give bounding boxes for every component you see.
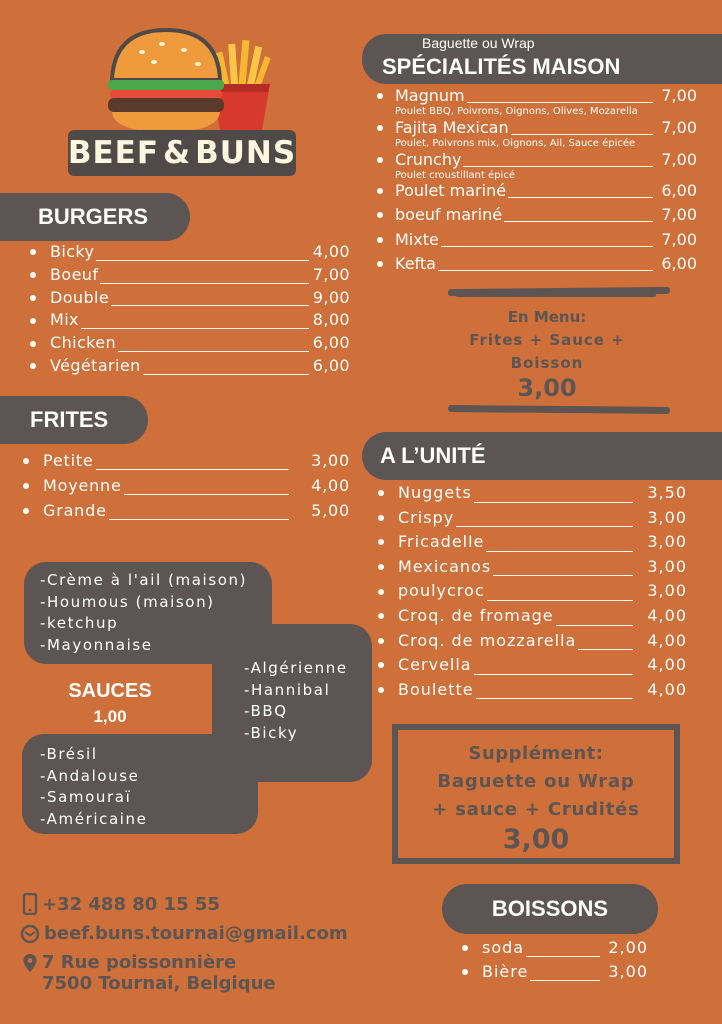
email-icon xyxy=(20,924,40,944)
bullet-icon xyxy=(378,564,384,570)
list-item xyxy=(23,498,350,523)
item-name: Bière xyxy=(482,962,529,981)
boissons-list xyxy=(462,936,648,984)
brand-logo xyxy=(62,22,302,182)
item-name: Cervella xyxy=(398,655,472,675)
item-description: Poulet, Poivrons mix, Oignons, Ail, Sauce épicée xyxy=(395,138,636,149)
list-item xyxy=(462,936,648,960)
leader-line xyxy=(100,283,308,284)
list-item xyxy=(378,506,687,531)
leader-line xyxy=(96,260,308,261)
item-name: Bicky xyxy=(50,242,95,261)
sauce-item: -Crème à l'ail (maison) xyxy=(40,571,248,589)
leader-line xyxy=(493,575,633,576)
bullet-icon xyxy=(378,490,384,496)
burgers-list xyxy=(30,241,350,378)
leader-line xyxy=(508,197,653,198)
frites-title: FRITES xyxy=(30,407,109,432)
specialites-subtitle: Baguette ou Wrap xyxy=(422,35,535,51)
leader-line xyxy=(109,519,289,520)
item-name: Mexicanos xyxy=(398,556,492,576)
leader-line xyxy=(504,221,653,222)
list-item xyxy=(30,264,350,287)
sauce-item: -Houmous (maison) xyxy=(40,592,215,611)
list-item xyxy=(377,150,697,170)
boissons-heading xyxy=(442,884,658,934)
burger-fries-icon xyxy=(62,22,302,142)
item-price: 4,00 xyxy=(312,242,350,261)
item-name: Fricadelle xyxy=(398,532,485,552)
item-price: 3,00 xyxy=(311,451,350,470)
brush-stroke-bottom xyxy=(448,405,670,414)
bullet-icon xyxy=(30,341,36,347)
item-price: 7,00 xyxy=(661,86,697,105)
brush-stroke-top-2 xyxy=(456,294,656,297)
item-name: Poulet mariné xyxy=(395,181,507,200)
bullet-icon xyxy=(377,237,383,243)
item-price: 6,00 xyxy=(312,333,350,353)
burgers-title: BURGERS xyxy=(38,204,149,229)
item-name: Fajita Mexican xyxy=(395,118,509,137)
list-item xyxy=(30,332,350,355)
phone-number: +32 488 80 15 55 xyxy=(42,893,220,915)
contact-address xyxy=(22,952,276,994)
list-item xyxy=(378,555,687,580)
supplement-line2: Baguette ou Wrap xyxy=(437,771,635,792)
bullet-icon xyxy=(378,638,384,644)
sauce-item: -ketchup xyxy=(40,614,119,633)
list-item xyxy=(30,287,350,310)
leader-line xyxy=(467,102,654,103)
item-price: 4,00 xyxy=(647,679,687,699)
list-item xyxy=(378,530,687,555)
item-name: Grande xyxy=(43,501,107,520)
item-price: 6,00 xyxy=(661,181,697,200)
sauces-title: SAUCES xyxy=(68,680,152,702)
item-price: 4,00 xyxy=(311,476,350,495)
bullet-icon xyxy=(462,945,468,951)
en-menu-line2: Frites + Sauce + xyxy=(469,331,625,349)
item-name: Magnum xyxy=(395,86,465,105)
sauce-item: -Mayonnaise xyxy=(40,635,153,654)
item-name: Chicken xyxy=(50,333,117,353)
item-price: 3,00 xyxy=(647,507,687,527)
leader-line xyxy=(474,502,634,503)
sauces-group-1 xyxy=(40,570,247,656)
list-item xyxy=(378,579,687,604)
item-name: Double xyxy=(50,287,110,307)
contact-email[interactable] xyxy=(20,923,348,944)
item-price: 3,00 xyxy=(647,532,687,552)
list-item xyxy=(377,86,697,106)
bullet-icon xyxy=(30,249,36,255)
sauce-item: -Algérienne xyxy=(244,659,348,677)
en-menu-block xyxy=(440,306,654,402)
bullet-icon xyxy=(30,272,36,278)
leader-line xyxy=(530,980,600,981)
sauce-item: -Américaine xyxy=(40,809,148,828)
brand-name xyxy=(68,130,296,176)
item-name: Kefta xyxy=(395,254,436,273)
bullet-icon xyxy=(23,508,29,514)
bullet-icon xyxy=(377,157,383,163)
item-price: 3,50 xyxy=(647,483,687,502)
bullet-icon xyxy=(462,969,468,975)
bullet-icon xyxy=(30,318,36,324)
leader-line xyxy=(556,625,634,626)
bullet-icon xyxy=(378,589,384,595)
item-price: 5,00 xyxy=(311,501,350,520)
en-menu-price: 3,00 xyxy=(517,374,577,402)
item-name: Nuggets xyxy=(398,483,472,502)
supplement-line3: + sauce + Crudités xyxy=(432,799,640,820)
item-name: Végétarien xyxy=(50,355,141,375)
item-name: Boeuf xyxy=(50,264,99,284)
item-price: 6,00 xyxy=(312,355,350,375)
item-price: 9,00 xyxy=(312,287,350,307)
unite-title: A L’UNITÉ xyxy=(380,443,486,468)
brand-ampersand: & xyxy=(163,135,192,171)
address-line1: 7 Rue poissonnière xyxy=(42,952,237,973)
en-menu-line3: Boisson xyxy=(510,354,584,372)
leader-line xyxy=(578,649,633,650)
item-name: Croq. de fromage xyxy=(398,605,554,625)
item-name: Moyenne xyxy=(43,476,122,495)
bullet-icon xyxy=(30,363,36,369)
bullet-icon xyxy=(377,93,383,99)
leader-line xyxy=(456,526,633,527)
list-item xyxy=(377,254,697,274)
specialites-title: SPÉCIALITÉS MAISON xyxy=(382,54,621,79)
leader-line xyxy=(143,374,309,375)
list-item xyxy=(378,629,687,654)
item-price: 6,00 xyxy=(661,254,697,273)
sauce-item: -Bicky xyxy=(244,723,299,742)
item-name: soda xyxy=(482,938,525,957)
bullet-icon xyxy=(378,539,384,545)
list-item xyxy=(30,355,350,378)
item-name: Crispy xyxy=(398,507,455,527)
leader-line xyxy=(463,166,653,167)
item-description: Poulet BBQ, Poivrons, Oignons, Olives, Mozarella xyxy=(395,106,638,117)
list-item xyxy=(30,309,350,332)
unite-list xyxy=(378,481,687,702)
brand-word-buns: BUNS xyxy=(195,135,297,171)
address-line2: 7500 Tournai, Belgique xyxy=(42,973,276,994)
sauce-item: -Hannibal xyxy=(244,680,331,699)
specialites-heading xyxy=(362,34,722,84)
bullet-icon xyxy=(378,515,384,521)
item-price: 2,00 xyxy=(608,938,648,957)
leader-line xyxy=(96,469,290,470)
item-price: 3,00 xyxy=(647,581,687,601)
specialites-list xyxy=(377,86,697,276)
leader-line xyxy=(441,246,654,247)
leader-line xyxy=(438,270,653,271)
item-name: Mix xyxy=(50,310,79,330)
item-price: 4,00 xyxy=(647,605,687,625)
item-name: Boulette xyxy=(398,679,474,699)
item-price: 7,00 xyxy=(312,264,350,284)
item-name: boeuf mariné xyxy=(395,205,503,224)
list-item xyxy=(23,473,350,498)
item-name: Mixte xyxy=(395,230,439,249)
list-item xyxy=(378,481,687,506)
leader-line xyxy=(124,494,290,495)
phone-icon xyxy=(22,893,38,915)
item-price: 7,00 xyxy=(661,205,697,224)
leader-line xyxy=(111,305,309,306)
list-item xyxy=(377,230,697,250)
item-name: Croq. de mozzarella xyxy=(398,630,577,650)
item-price: 3,00 xyxy=(608,962,648,981)
bullet-icon xyxy=(23,458,29,464)
sauce-item: -Brésil xyxy=(40,745,98,763)
burgers-heading xyxy=(0,193,190,241)
bullet-icon xyxy=(378,687,384,693)
contact-phone[interactable] xyxy=(22,893,220,915)
email-address: beef.buns.tournai@gmail.com xyxy=(44,923,348,944)
item-price: 4,00 xyxy=(647,630,687,650)
bullet-icon xyxy=(377,125,383,131)
leader-line xyxy=(486,551,633,552)
bullet-icon xyxy=(30,295,36,301)
bullet-icon xyxy=(378,662,384,668)
brand-word-beef: BEEF xyxy=(67,135,160,171)
supplement-line1: Supplément: xyxy=(468,743,604,764)
sauce-item: -Andalouse xyxy=(40,766,140,785)
item-description: Poulet croustillant épicé xyxy=(395,170,515,181)
supplement-price: 3,00 xyxy=(502,824,570,855)
bullet-icon xyxy=(377,212,383,218)
bullet-icon xyxy=(377,261,383,267)
sauce-item: -BBQ xyxy=(244,702,288,721)
item-price: 7,00 xyxy=(661,118,697,137)
item-name: Petite xyxy=(43,451,94,470)
list-item xyxy=(377,205,697,225)
list-item xyxy=(377,118,697,138)
leader-line xyxy=(487,600,634,601)
list-item xyxy=(377,181,697,201)
bullet-icon xyxy=(23,483,29,489)
item-name: Crunchy xyxy=(395,150,462,169)
leader-line xyxy=(526,956,600,957)
item-price: 7,00 xyxy=(661,230,697,249)
leader-line xyxy=(81,328,309,329)
list-item xyxy=(378,604,687,629)
unite-heading xyxy=(362,432,722,480)
leader-line xyxy=(118,351,309,352)
item-price: 7,00 xyxy=(661,150,697,169)
item-price: 4,00 xyxy=(647,655,687,675)
list-item xyxy=(378,653,687,678)
sauces-price: 1,00 xyxy=(93,707,127,726)
boissons-title: BOISSONS xyxy=(491,896,609,921)
bullet-icon xyxy=(378,613,384,619)
list-item xyxy=(30,241,350,264)
item-name: poulycroc xyxy=(398,581,485,601)
location-pin-icon xyxy=(22,953,38,973)
sauces-group-3 xyxy=(40,744,147,830)
list-item xyxy=(23,448,350,473)
supplement-block xyxy=(398,740,674,856)
leader-line xyxy=(476,698,634,699)
bullet-icon xyxy=(377,188,383,194)
item-price: 8,00 xyxy=(312,310,350,330)
en-menu-line1: En Menu: xyxy=(507,308,587,326)
list-item xyxy=(378,678,687,703)
list-item xyxy=(462,960,648,984)
leader-line xyxy=(474,674,634,675)
item-price: 3,00 xyxy=(647,556,687,576)
frites-heading xyxy=(0,396,148,444)
frites-list xyxy=(23,448,350,523)
sauces-group-2 xyxy=(244,658,348,744)
leader-line xyxy=(511,134,654,135)
sauce-item: -Samouraï xyxy=(40,788,132,807)
